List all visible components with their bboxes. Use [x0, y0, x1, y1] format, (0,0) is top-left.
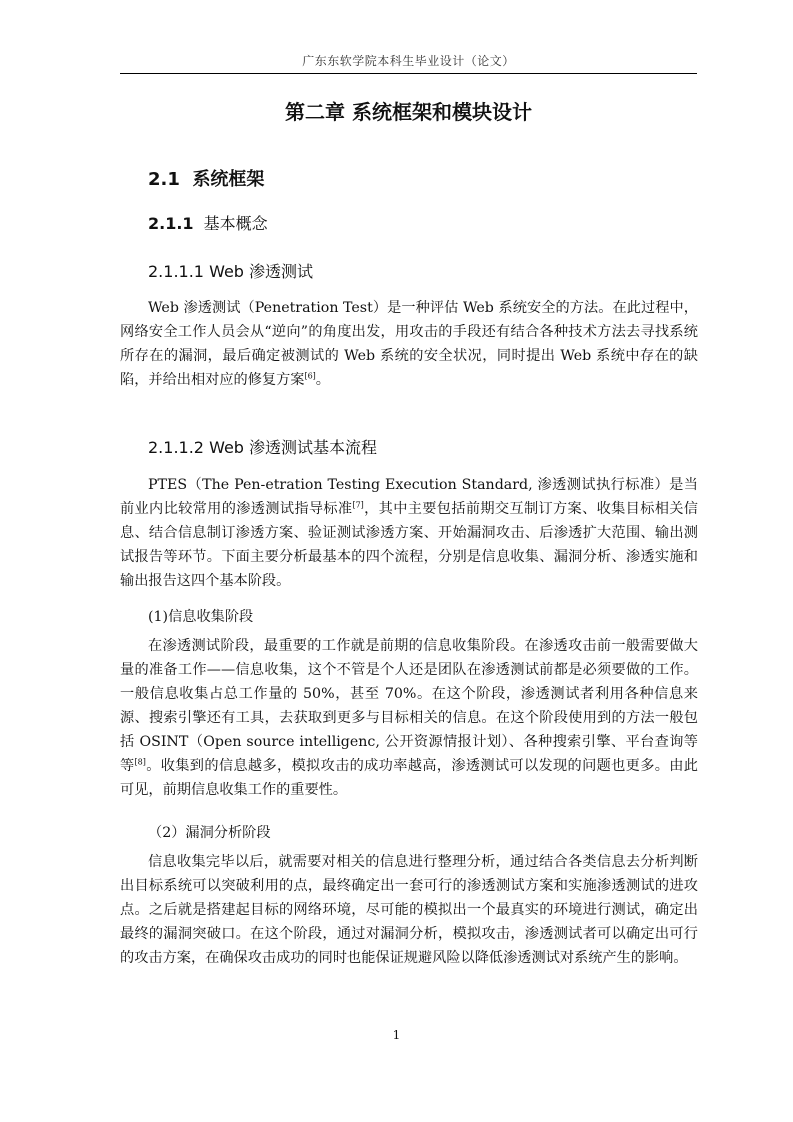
subsubsection-heading-web-pentest: 2.1.1.1 Web 渗透测试	[148, 262, 314, 281]
paragraph-info-gathering	[120, 634, 698, 802]
paragraph-text: ，其中主要包括前期交互制订方案、收集目标相关信息、结合信息制订渗透方案、验证测试渗透方案、开始漏洞攻击、后渗透扩大范围、输出测试报告等环节。下面主要分析最基本的四个流程，分别是信息收集、漏洞分析、渗透实施和输出报告这四个基本阶段。	[120, 501, 698, 589]
section-number: 2.1	[148, 169, 180, 190]
stage-label-info-gathering: (1)信息收集阶段	[148, 609, 254, 625]
paragraph-text: 。	[315, 372, 330, 388]
citation-ref: [7]	[352, 500, 364, 510]
paragraph-text: 在渗透测试阶段，最重要的工作就是前期的信息收集阶段。在渗透攻击前一般需要做大量的准备工作——信息收集，这个不管是个人还是团队在渗透测试前都是必须要做的工作。一般信息收集占总工作量的 50%，甚至 70%。在这个阶段，渗透测试者利用各种信息来源、搜索引擎还有工具，去获取到更多与目标相关的信息。在这个阶段使用到的方法一般包括 OSINT（Open source intelligenc, 公开资源情报计划）、各种搜索引擎、平台查询等等	[120, 638, 698, 774]
paragraph-web-pentest	[120, 296, 698, 392]
paragraph-text: Web 渗透测试（Penetration Test）是一种评估 Web 系统安全的方法。在此过程中，网络安全工作人员会从“逆向”的角度出发，用攻击的手段还有结合各种技术方法去寻找系统所存在的漏洞，最后确定被测试的 Web 系统的安全状况，同时提出 Web 系统中存在的缺陷，并给出相对应的修复方案	[120, 300, 698, 388]
subsection-heading	[148, 211, 268, 234]
section-heading	[148, 165, 264, 191]
paragraph-text: 。收集到的信息越多，模拟攻击的成功率越高，渗透测试可以发现的问题也更多。由此可见，前期信息收集工作的重要性。	[120, 758, 698, 798]
header-rule	[120, 73, 697, 74]
running-header: 广东东软学院本科生毕业设计（论文）	[302, 54, 515, 68]
subsubsection-heading-pentest-flow: 2.1.1.2 Web 渗透测试基本流程	[148, 438, 378, 457]
section-title: 系统框架	[192, 169, 265, 190]
page-number: 1	[392, 1028, 401, 1042]
chapter-title: 第二章 系统框架和模块设计	[285, 100, 532, 124]
stage-label-vuln-analysis: （2）漏洞分析阶段	[148, 825, 271, 841]
paragraph-vuln-analysis: 信息收集完毕以后，就需要对相关的信息进行整理分析，通过结合各类信息去分析判断出目标系统可以突破利用的点，最终确定出一套可行的渗透测试方案和实施渗透测试的进攻点。之后就是搭建起目标的网络环境，尽可能的模拟出一个最真实的环境进行测试，确定出最终的漏洞突破口。在这个阶段，通过对漏洞分析，模拟攻击，渗透测试者可以确定出可行的攻击方案，在确保攻击成功的同时也能保证规避风险以降低渗透测试对系统产生的影响。	[120, 854, 698, 966]
subsection-number: 2.1.1	[148, 214, 194, 233]
subsection-title: 基本概念	[203, 214, 268, 233]
citation-ref: [6]	[304, 371, 316, 381]
paragraph-ptes	[120, 473, 698, 593]
citation-ref: [8]	[134, 757, 146, 767]
paragraph-text: PTES（The Pen-etration Testing Execution Standard, 渗透测试执行标准）是当前业内比较常用的渗透测试指导标准	[120, 477, 698, 517]
